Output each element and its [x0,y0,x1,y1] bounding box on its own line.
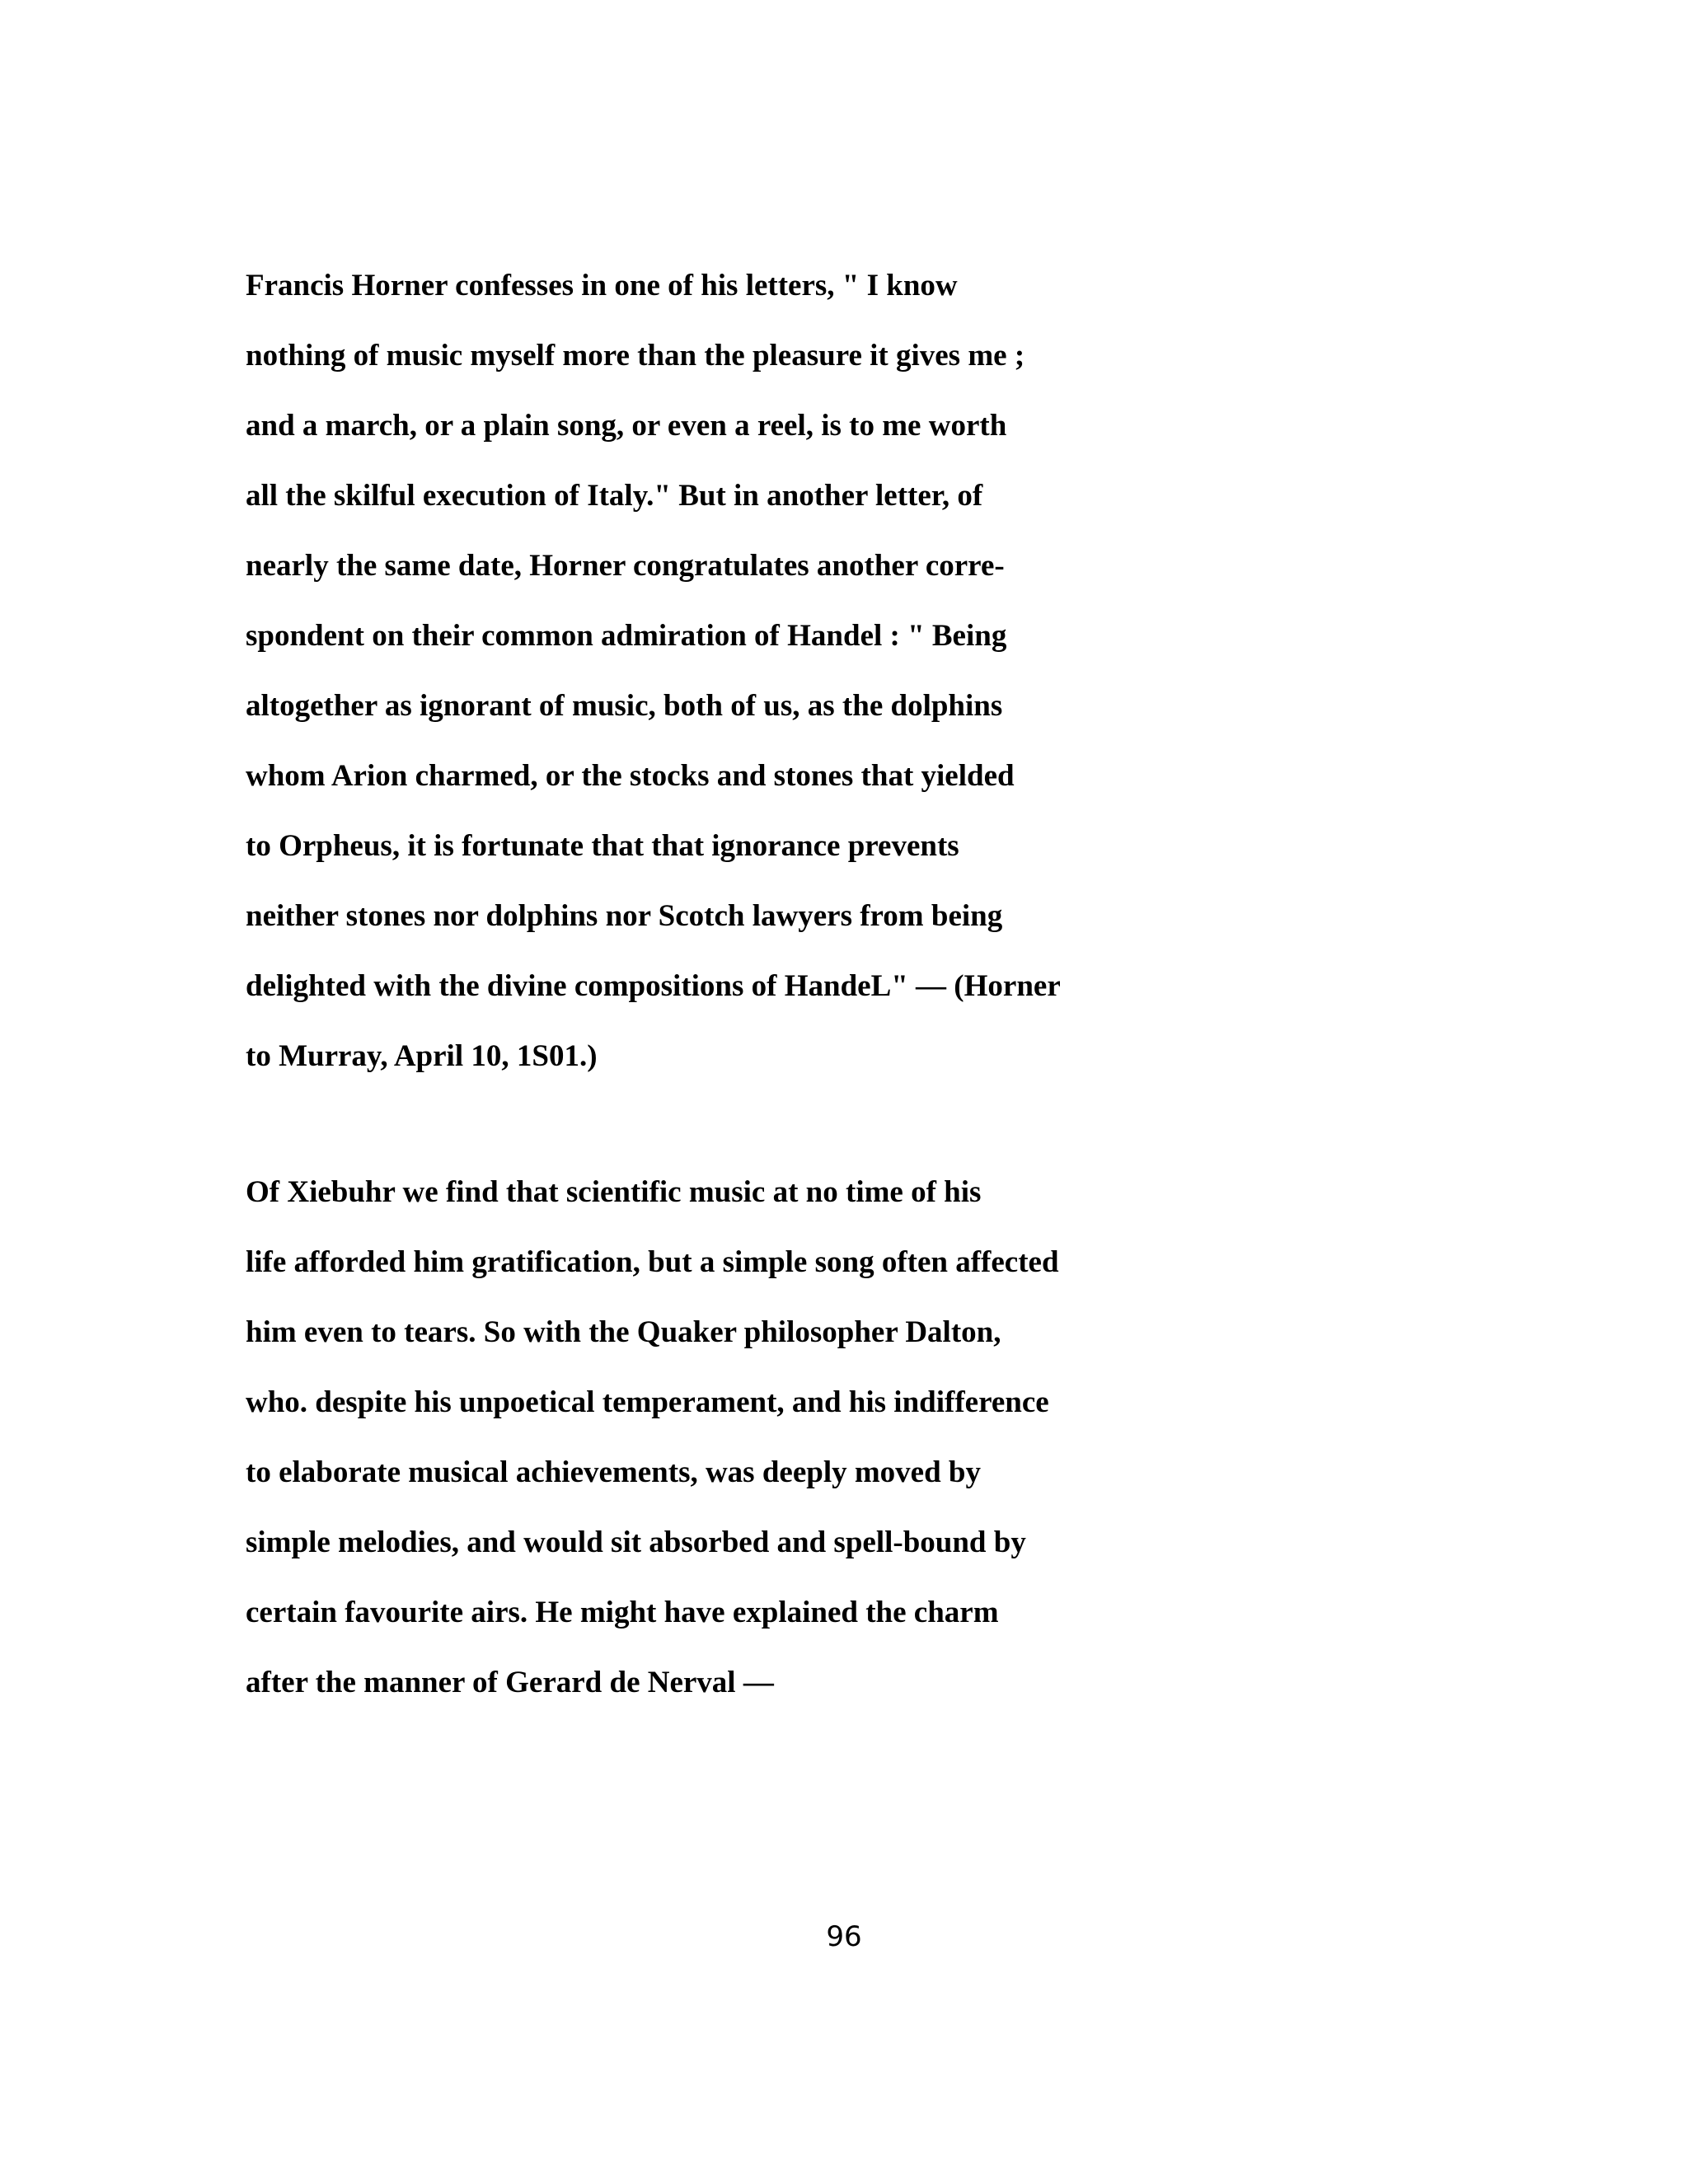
text-line: whom Arion charmed, or the stocks and stones that yielded [246,759,1015,793]
text-line: certain favourite airs. He might have explained the charm [246,1596,999,1629]
paragraph-niebuhr [246,1157,1482,1718]
text-line: life afforded him gratification, but a simple song often affected [246,1245,1059,1279]
text-line: delighted with the divine compositions of HandeL" — (Horner [246,969,1061,1003]
text-line: to Orpheus, it is fortunate that that ignorance prevents [246,829,959,863]
text-line: spondent on their common admiration of Handel : " Being [246,619,1007,653]
text-line: all the skilful execution of Italy." But in another letter, of [246,479,983,513]
page-number: 96 [826,1920,862,1953]
text-line: altogether as ignorant of music, both of us, as the dolphins [246,689,1003,723]
text-line: nothing of music myself more than the pleasure it gives me ; [246,339,1025,373]
text-line: Francis Horner confesses in one of his letters, " I know [246,269,958,302]
text-line: to elaborate musical achievements, was deeply moved by [246,1455,982,1489]
text-line: after the manner of Gerard de Nerval — [246,1666,774,1699]
text-line: nearly the same date, Horner congratulates another corre- [246,549,1005,583]
text-line: neither stones nor dolphins nor Scotch lawyers from being [246,899,1003,933]
paragraph-horner [246,251,1482,1091]
text-line: Of Xiebuhr we find that scientific music at no time of his [246,1175,982,1209]
text-line: simple melodies, and would sit absorbed and spell-bound by [246,1526,1026,1559]
text-line: him even to tears. So with the Quaker philosopher Dalton, [246,1315,1001,1349]
text-line: who. despite his unpoetical temperament, and his indifference [246,1385,1049,1419]
text-line: and a march, or a plain song, or even a reel, is to me worth [246,409,1007,443]
text-line: to Murray, April 10, 1S01.) [246,1039,598,1073]
